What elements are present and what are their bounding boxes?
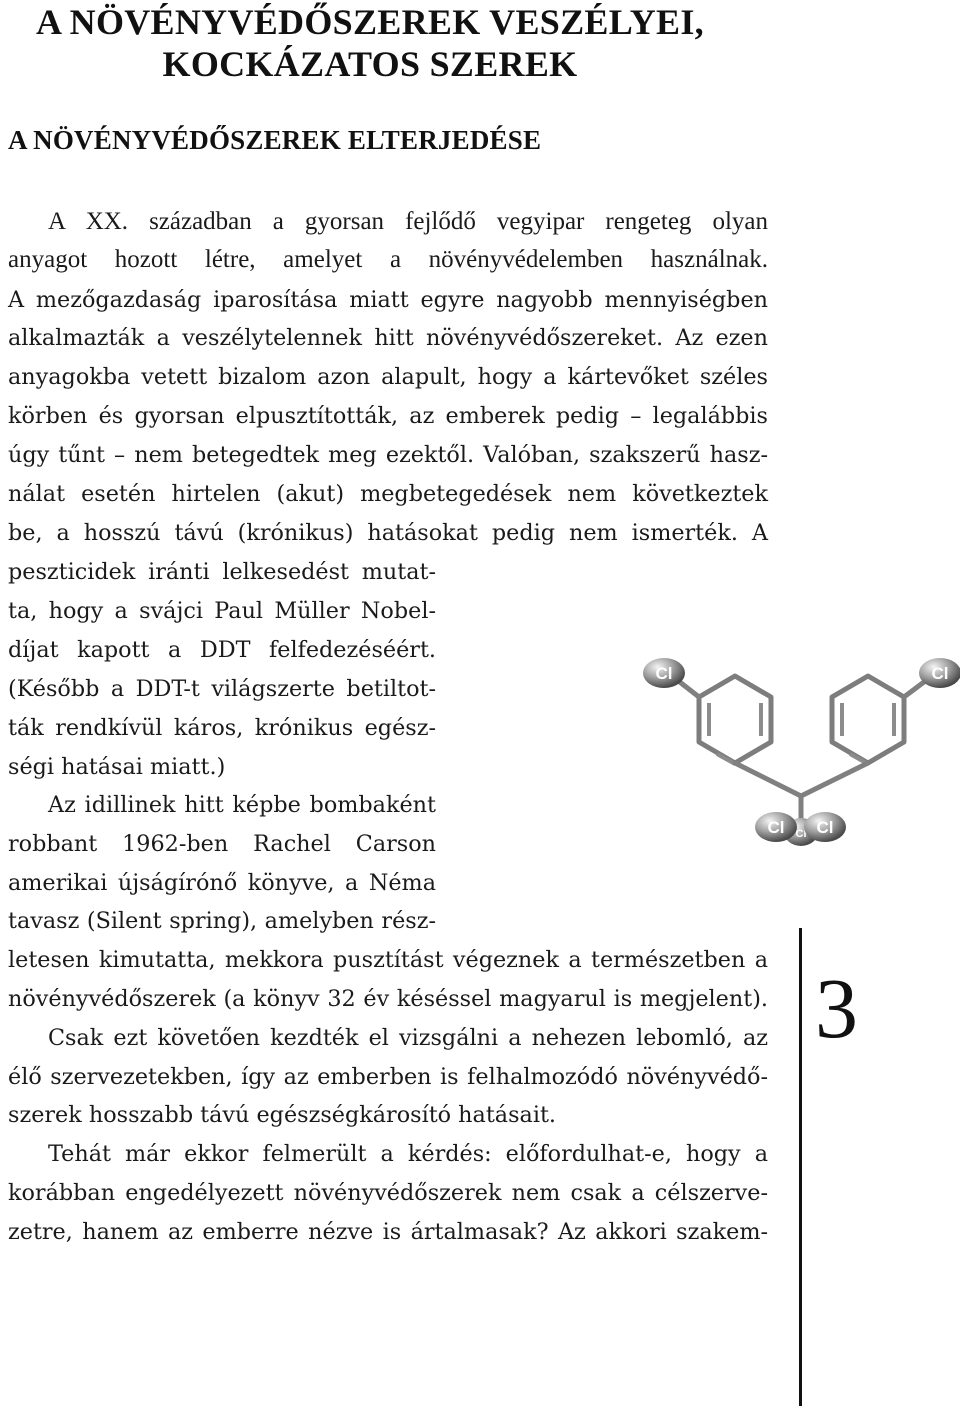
text-line: ták rendkívül káros, krónikus egész- bbox=[8, 715, 436, 741]
text-line: korábban engedélyezett növényvédőszerek nem csak a célszerve- bbox=[8, 1180, 768, 1206]
text-line: A mezőgazdaság iparosítása miatt egyre nagyobb mennyiségben bbox=[8, 287, 768, 313]
cl-label: Cl bbox=[795, 828, 807, 840]
text-line: növényvédőszerek (a könyv 32 év késéssel magyarul is megjelent). bbox=[8, 986, 768, 1012]
chlorine-atom-bottom-right bbox=[804, 812, 846, 842]
text-line: anyagot hozott létre, amelyet a növényvédelemben használnak. bbox=[8, 246, 768, 273]
chapter-number: 3 bbox=[815, 960, 858, 1056]
page-divider-line bbox=[799, 928, 802, 1406]
text-line: anyagokba vetett bizalom azon alapult, hogy a kártevőket széles bbox=[8, 364, 768, 390]
text-line: (Később a DDT-t világszerte betiltot- bbox=[8, 676, 436, 702]
text-line: amerikai újságírónő könyve, a Néma bbox=[8, 870, 436, 896]
chapter-title-line2: KOCKÁZATOS SZEREK bbox=[162, 44, 578, 84]
text-line: szerek hosszabb távú egészségkárosító hatásait. bbox=[8, 1102, 556, 1128]
text-line: Csak ezt követően kezdték el vizsgálni a nehezen lebomló, az bbox=[48, 1025, 768, 1051]
text-line: Tehát már ekkor felmerült a kérdés: előfordulhat-e, hogy a bbox=[48, 1141, 768, 1167]
cl-label: Cl bbox=[655, 664, 673, 683]
text-line: letesen kimutatta, mekkora pusztítást végeznek a természetben a bbox=[8, 947, 768, 973]
text-line: díjat kapott a DDT felfedezéséért. bbox=[8, 637, 436, 663]
text-line: ségi hatásai miatt.) bbox=[8, 754, 226, 780]
text-line: körben és gyorsan elpusztították, az emberek pedig – legalábbis bbox=[8, 403, 768, 429]
text-line: tavasz (Silent spring), amelyben rész- bbox=[8, 908, 436, 934]
chlorine-atom-right bbox=[919, 658, 960, 688]
text-line: Az idillinek hitt képbe bombaként bbox=[48, 792, 436, 818]
text-line: be, a hosszú távú (krónikus) hatásokat pedig nem ismerték. A bbox=[8, 520, 768, 546]
section-heading: A NÖVÉNYVÉDŐSZEREK ELTERJEDÉSE bbox=[8, 125, 542, 155]
ddt-molecule-diagram bbox=[636, 646, 960, 860]
cl-label: Cl bbox=[931, 664, 949, 683]
text-line: robbant 1962-ben Rachel Carson bbox=[8, 831, 436, 857]
chapter-title-line1: A NÖVÉNYVÉDŐSZEREK VESZÉLYEI, bbox=[36, 2, 704, 42]
chlorine-atom-bottom-left bbox=[755, 812, 797, 842]
text-line: úgy tűnt – nem betegedtek meg ezektől. Valóban, szakszerű hasz- bbox=[8, 442, 768, 468]
text-line: A XX. században a gyorsan fejlődő vegyipar rengeteg olyan bbox=[48, 208, 768, 235]
chlorine-atom-left bbox=[643, 658, 685, 688]
cl-label: Cl bbox=[767, 818, 785, 837]
text-line: zetre, hanem az emberre nézve is ártalmasak? Az akkori szakem- bbox=[8, 1219, 768, 1245]
text-line: nálat esetén hirtelen (akut) megbetegedések nem következtek bbox=[8, 481, 768, 507]
text-line: élő szervezetekben, így az emberben is felhalmozódó növényvédő- bbox=[8, 1064, 768, 1090]
cl-label: Cl bbox=[816, 818, 834, 837]
text-line: ta, hogy a svájci Paul Müller Nobel- bbox=[8, 598, 436, 624]
text-line: peszticidek iránti lelkesedést mutat- bbox=[8, 559, 436, 585]
text-line: alkalmazták a veszélytelennek hitt növényvédőszereket. Az ezen bbox=[8, 325, 768, 351]
